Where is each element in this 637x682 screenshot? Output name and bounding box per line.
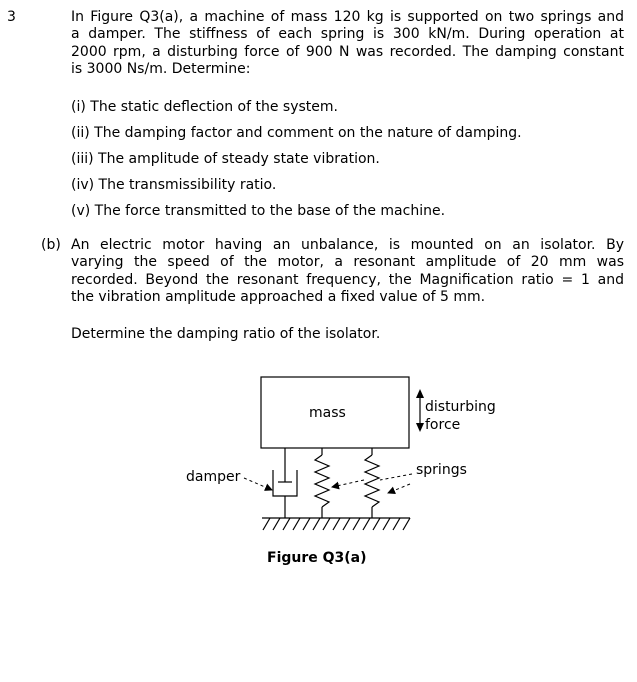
intro-line: 2000 rpm, a disturbing force of 900 N was recorded. The damping constant [71, 43, 624, 60]
part-b-line: varying the speed of the motor, a resonant amplitude of 20 mm was [71, 254, 624, 271]
force-label-2: force [425, 417, 461, 433]
spring-left [315, 448, 329, 518]
part-b-label: (b) [41, 237, 61, 253]
intro-line: In Figure Q3(a), a machine of mass 120 kg is supported on two springs and [71, 9, 624, 25]
damper-label: damper [186, 469, 241, 485]
item-i: (i) The static deflection of the system. [71, 99, 338, 115]
item-ii: (ii) The damping factor and comment on the nature of damping. [71, 125, 522, 141]
item-iii: (iii) The amplitude of steady state vibration. [71, 151, 380, 167]
springs-pointer-bottom [388, 484, 410, 493]
intro-line: is 3000 Ns/m. Determine: [71, 61, 251, 78]
damper [273, 448, 297, 518]
mass-label: mass [309, 405, 346, 421]
item-v: (v) The force transmitted to the base of the machine. [71, 203, 446, 219]
intro-line: a damper. The stiffness of each spring is 300 kN/m. During operation at [71, 26, 624, 43]
springs-pointer-top [380, 474, 412, 480]
ground [262, 518, 410, 530]
part-b-line: the vibration amplitude approached a fixed value of 5 mm. [71, 289, 486, 306]
item-iv: (iv) The transmissibility ratio. [71, 177, 277, 193]
figure-caption: Figure Q3(a) [267, 550, 367, 566]
spring-right [365, 448, 379, 518]
springs-label: springs [416, 462, 467, 478]
part-b-determine: Determine the damping ratio of the isolator. [71, 326, 381, 342]
disturbing-force-arrow [416, 389, 424, 432]
force-label-1: disturbing [425, 399, 496, 415]
question-number: 3 [7, 9, 16, 25]
part-b-line: An electric motor having an unbalance, is mounted on an isolator. By [71, 237, 624, 253]
damper-pointer [244, 478, 272, 490]
springs-pointer-left [332, 480, 364, 487]
part-b-line: recorded. Beyond the resonant frequency, the Magnification ratio = 1 and [71, 271, 624, 288]
